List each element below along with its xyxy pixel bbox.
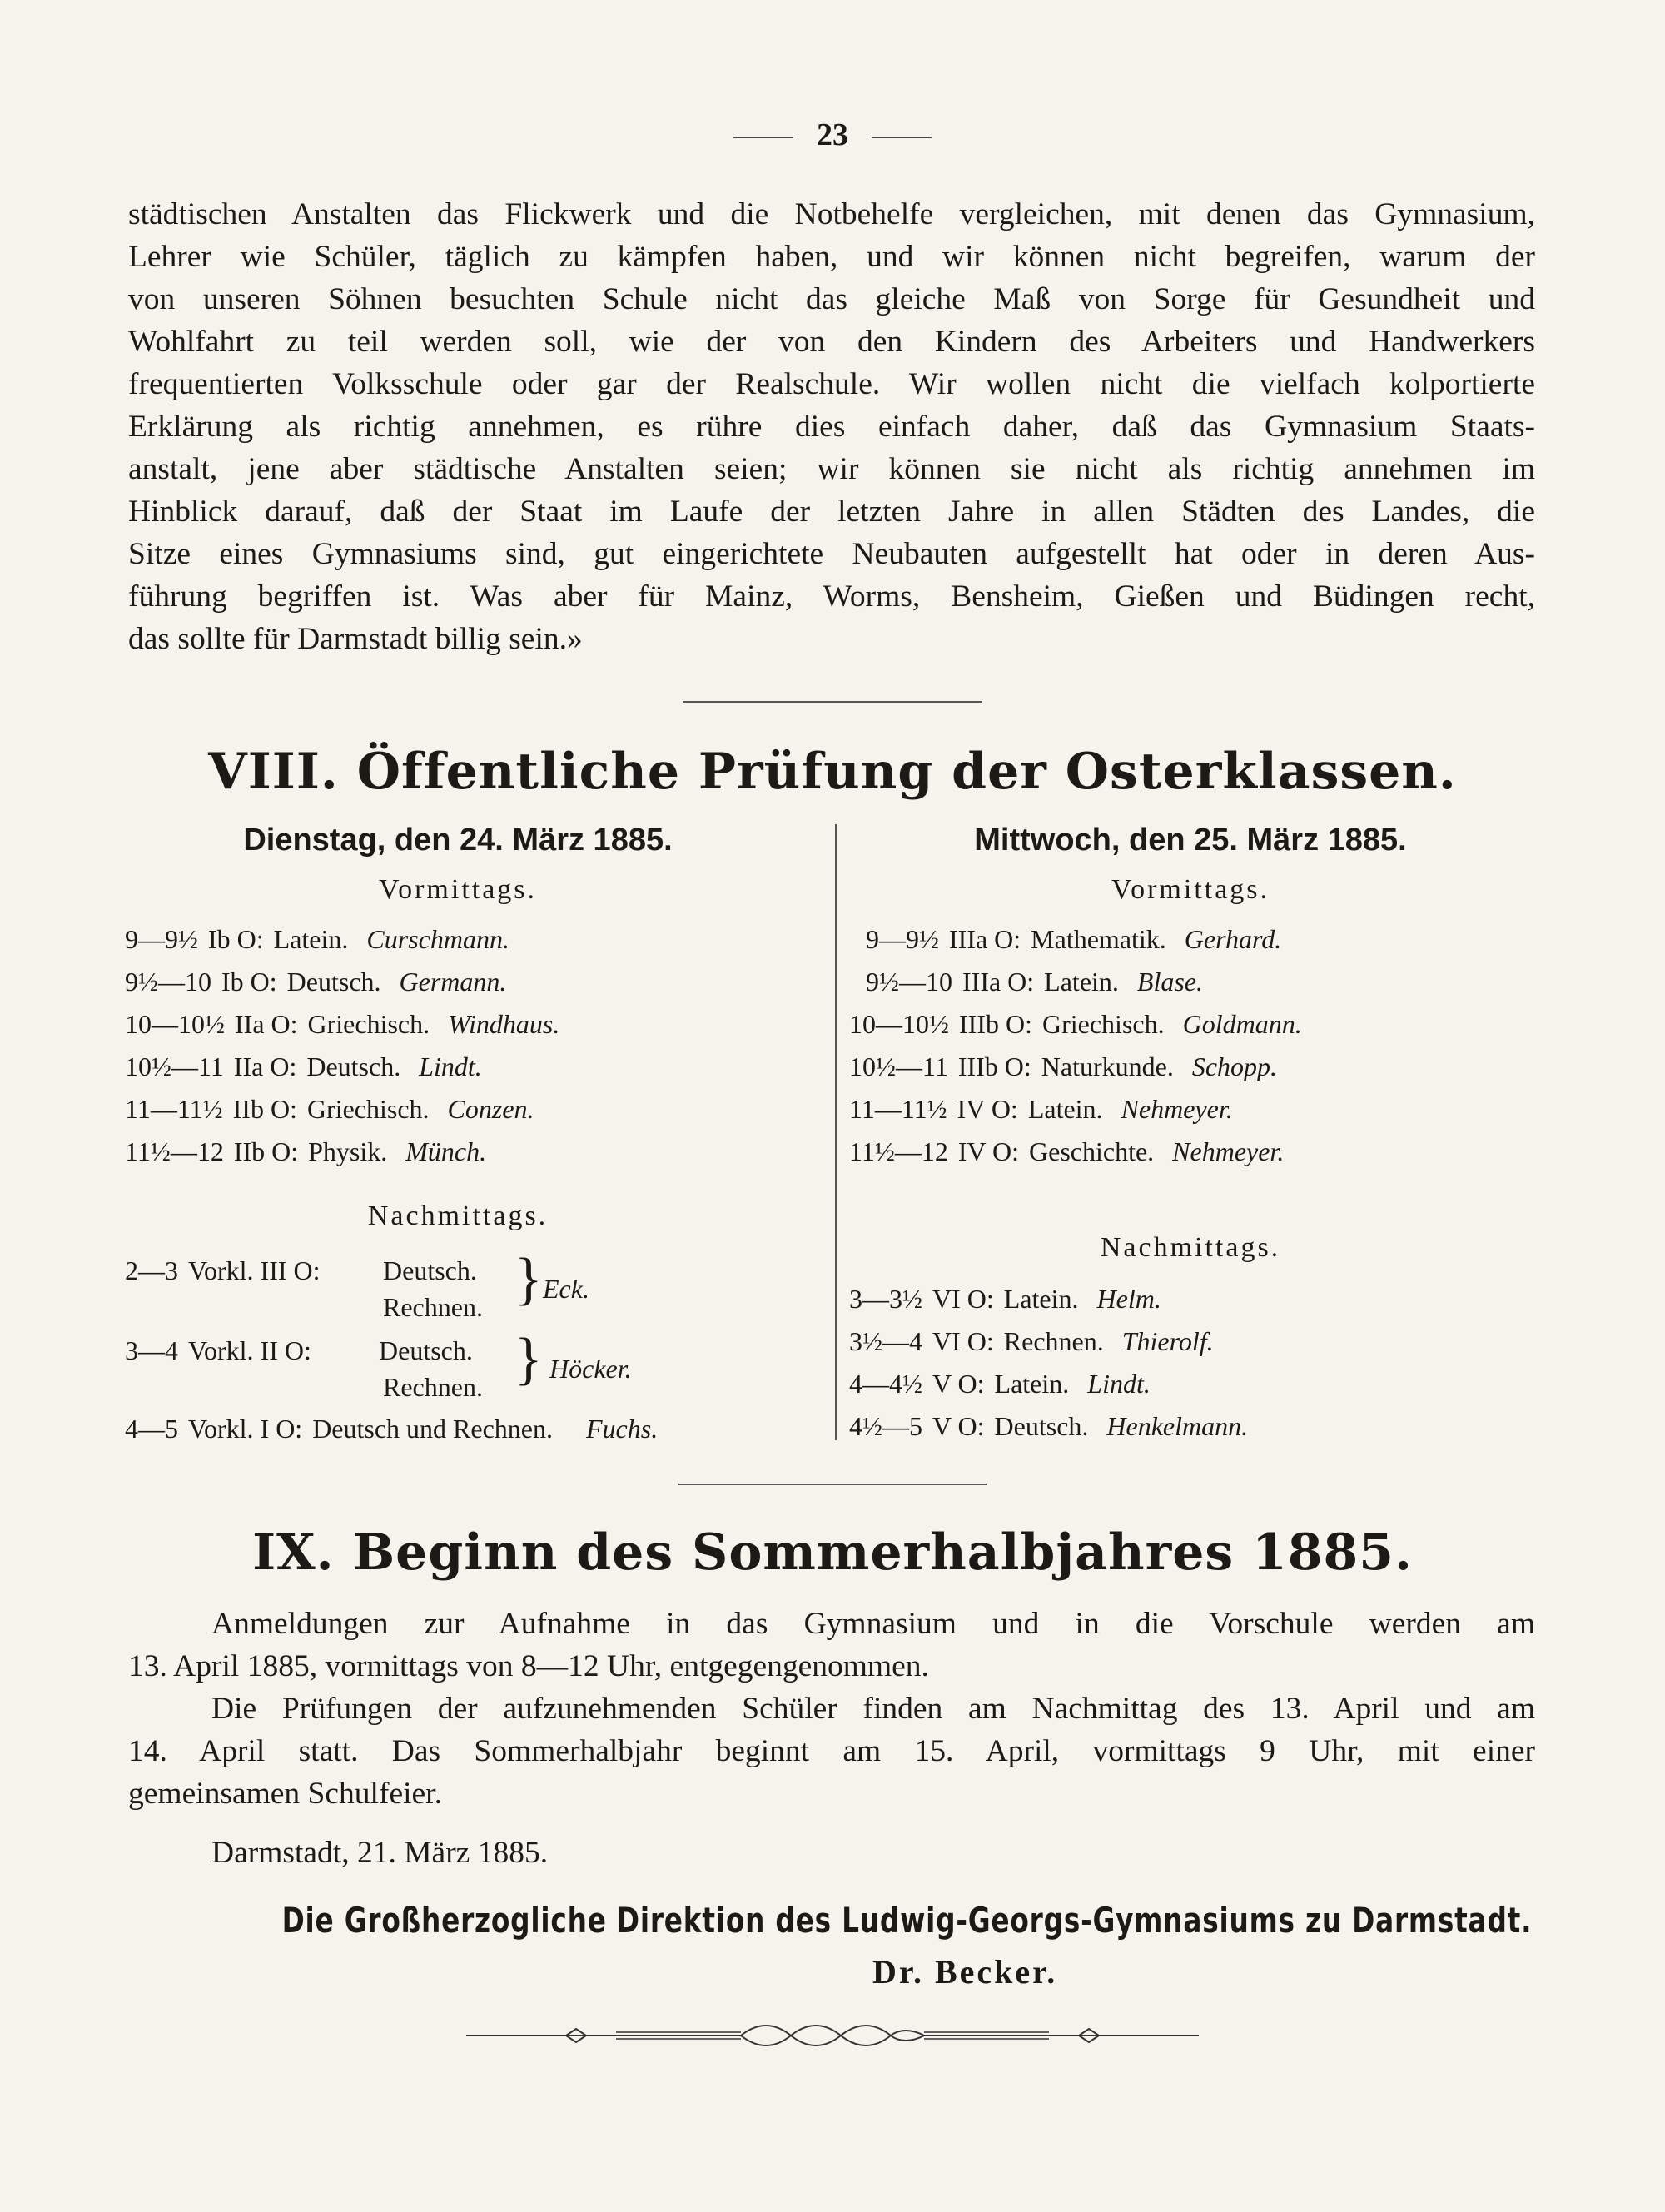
slot-subject: Latein. — [994, 1369, 1070, 1399]
slot-time: 3—3½ — [849, 1284, 922, 1314]
section9-line: Die Prüfungen der aufzunehmenden Schüler finden am Nachmittag des 13. April und am — [211, 1692, 1535, 1726]
ornamental-rule — [466, 2019, 1199, 2052]
slot-time: 4—4½ — [849, 1369, 922, 1399]
slot-class: IIb O: — [232, 1094, 297, 1124]
right-morning-row — [866, 924, 1281, 955]
intro-line: von unseren Söhnen besuchten Schule nicht das gleiche Maß von Sorge für Gesundheit und — [128, 282, 1535, 316]
left-afternoon-row — [125, 1255, 321, 1286]
slot-teacher: Münch. — [405, 1136, 487, 1166]
column-divider — [835, 824, 837, 1440]
slot-time: 10½—11 — [125, 1051, 224, 1081]
left-morning-row — [125, 967, 506, 997]
intro-line: Lehrer wie Schüler, täglich zu kämpfen haben, und wir können nicht begreifen, warum der — [128, 240, 1535, 274]
slot-time: 10½—11 — [849, 1051, 948, 1081]
slot-class: IV O: — [957, 1094, 1018, 1124]
slot-time: 11½—12 — [849, 1136, 948, 1166]
ornament-scroll — [741, 2026, 924, 2045]
intro-line: frequentierten Volksschule oder gar der Realschule. Wir wollen nicht die vielfach kolportierte — [128, 367, 1535, 401]
slot-subject: Deutsch. — [286, 967, 381, 997]
page-number-dash-right — [872, 137, 932, 138]
slot-teacher: Gerhard. — [1184, 924, 1282, 954]
slot-class: Ib O: — [221, 967, 277, 997]
slot-time: 10—10½ — [849, 1009, 949, 1039]
slot-class: Vorkl. I O: — [188, 1414, 303, 1444]
slot-time: 10—10½ — [125, 1009, 225, 1039]
intro-line: Sitze eines Gymnasiums sind, gut eingerichtete Neubauten aufgestellt hat oder in deren Aus- — [128, 537, 1535, 571]
slot-class: IIIa O: — [962, 967, 1035, 997]
slot-subject: Griechisch. — [306, 1094, 430, 1124]
slot-subject: Naturkunde. — [1041, 1051, 1174, 1081]
page-number — [0, 117, 1665, 153]
intro-line: Hinblick darauf, daß der Staat im Laufe der letzten Jahre in allen Städten des Landes, die — [128, 495, 1535, 529]
place-date-text: Darmstadt, 21. März 1885. — [211, 1836, 549, 1870]
slot-teacher: Schopp. — [1191, 1051, 1278, 1081]
intro-line: führung begriffen ist. Was aber für Mainz, Worms, Bensheim, Gießen und Büdingen recht, — [128, 579, 1535, 614]
signature-name: Dr. Becker. — [872, 1953, 1058, 1991]
left-morning-row — [125, 1136, 486, 1167]
slot-time: 9½—10 — [866, 967, 952, 997]
brace: } — [514, 1247, 543, 1311]
slot-class: Vorkl. III O: — [188, 1255, 321, 1285]
slot-time: 11½—12 — [125, 1136, 224, 1166]
slot-class: Ib O: — [208, 924, 264, 954]
page-number-dash-left — [733, 137, 793, 138]
right-date: Mittwoch, den 25. März 1885. — [974, 823, 1407, 857]
slot-teacher: Eck. — [543, 1274, 589, 1304]
right-morning-row — [866, 967, 1203, 997]
slot-time: 9—9½ — [866, 924, 939, 954]
slot-class: V O: — [932, 1411, 985, 1441]
section9-heading: IX. Beginn des Sommerhalbjahres 1885. — [252, 1524, 1413, 1582]
right-afternoon-row — [849, 1411, 1248, 1442]
slot-teacher: Curschmann. — [366, 924, 509, 954]
slot-time: 3½—4 — [849, 1326, 922, 1356]
intro-line: städtischen Anstalten das Flickwerk und die Notbehelfe vergleichen, mit denen das Gymnasium, — [128, 197, 1535, 231]
slot-time: 9½—10 — [125, 967, 211, 997]
slot-teacher: Blase. — [1136, 967, 1203, 997]
slot-class: V O: — [932, 1369, 985, 1399]
slot-time: 9—9½ — [125, 924, 198, 954]
left-afternoon-row — [125, 1414, 658, 1444]
slot-time: 3—4 — [125, 1335, 178, 1365]
right-morning-row — [849, 1009, 1302, 1040]
slot-time: 2—3 — [125, 1255, 178, 1285]
slot-subject: Geschichte. — [1029, 1136, 1155, 1166]
brace: } — [514, 1327, 543, 1391]
slot-subject: Deutsch. — [994, 1411, 1089, 1441]
left-morning-row — [125, 924, 509, 955]
slot-subject: Latein. — [1003, 1284, 1079, 1314]
section9-paragraph — [128, 1603, 1535, 1815]
slot-subject: Deutsch. — [306, 1051, 401, 1081]
slot-teacher: Höcker. — [549, 1354, 632, 1384]
slot-subject: Deutsch und Rechnen. — [312, 1414, 553, 1444]
slot-subject: Physik. — [308, 1136, 388, 1166]
slot-teacher: Henkelmann. — [1106, 1411, 1249, 1441]
slot-teacher: Lindt. — [1087, 1369, 1151, 1399]
right-afternoon-row — [849, 1326, 1214, 1357]
right-afternoon-row — [849, 1284, 1161, 1315]
slot-teacher: Helm. — [1096, 1284, 1161, 1314]
slot-subject: Griechisch. — [307, 1009, 430, 1039]
intro-line: anstalt, jene aber städtische Anstalten seien; wir können sie nicht als richtig annehmen im — [128, 452, 1535, 486]
slot-subject: Deutsch. — [379, 1335, 473, 1365]
slot-teacher: Fuchs. — [586, 1414, 659, 1444]
slot-teacher: Lindt. — [419, 1051, 482, 1081]
slot-teacher: Conzen. — [447, 1094, 534, 1124]
ornament-scroll — [741, 2026, 924, 2045]
slot-subject: Deutsch. — [383, 1255, 477, 1285]
divider-rule — [678, 1484, 987, 1485]
slot-subject: Latein. — [1027, 1094, 1103, 1124]
slot-subject: Mathematik. — [1031, 924, 1166, 954]
right-afternoon-label: Nachmittags. — [1100, 1232, 1281, 1263]
section9-line: Anmeldungen zur Aufnahme in das Gymnasium und in die Vorschule werden am — [211, 1607, 1535, 1641]
right-morning-row — [849, 1136, 1284, 1167]
intro-line: Erklärung als richtig annehmen, es rühre dies einfach daher, daß das Gymnasium Staats- — [128, 410, 1535, 444]
slot-teacher: Nehmeyer. — [1121, 1094, 1233, 1124]
left-date: Dienstag, den 24. März 1885. — [243, 823, 673, 857]
slot-teacher: Nehmeyer. — [1172, 1136, 1285, 1166]
slot-time: 11—11½ — [125, 1094, 223, 1124]
slot-class: IIb O: — [233, 1136, 299, 1166]
left-morning-row — [125, 1009, 559, 1040]
slot-class: IV O: — [957, 1136, 1019, 1166]
place-date — [211, 1832, 877, 1874]
right-morning-row — [849, 1051, 1277, 1082]
section9-line: 14. April statt. Das Sommerhalbjahr beginnt am 15. April, vormittags 9 Uhr, mit einer — [128, 1734, 1535, 1768]
slot-subject-2: Rechnen. — [383, 1292, 483, 1322]
intro-line: das sollte für Darmstadt billig sein.» — [128, 622, 583, 656]
slot-time: 11—11½ — [849, 1094, 947, 1124]
divider-rule — [683, 701, 982, 703]
page-number-text: 23 — [817, 117, 848, 152]
slot-class: VI O: — [932, 1326, 994, 1356]
slot-class: IIIb O: — [959, 1009, 1032, 1039]
intro-paragraph — [128, 193, 1535, 660]
slot-class: IIIa O: — [949, 924, 1021, 954]
slot-class: VI O: — [932, 1284, 994, 1314]
left-afternoon-label: Nachmittags. — [367, 1200, 549, 1231]
slot-subject: Rechnen. — [1003, 1326, 1104, 1356]
left-morning-label: Vormittags. — [378, 874, 538, 905]
left-morning-row — [125, 1094, 534, 1125]
right-morning-row — [849, 1094, 1233, 1125]
slot-class: Vorkl. II O: — [188, 1335, 311, 1365]
signature-body: Die Großherzogliche Direktion des Ludwig-Georgs-Gymnasiums zu Darmstadt. — [281, 1900, 1532, 1941]
slot-subject: Latein. — [1044, 967, 1119, 997]
slot-teacher: Thierolf. — [1121, 1326, 1214, 1356]
slot-subject: Latein. — [273, 924, 349, 954]
slot-class: IIa O: — [235, 1009, 298, 1039]
slot-teacher: Germann. — [399, 967, 507, 997]
slot-subject: Griechisch. — [1041, 1009, 1165, 1039]
slot-teacher: Windhaus. — [448, 1009, 560, 1039]
left-morning-row — [125, 1051, 482, 1082]
right-morning-label: Vormittags. — [1111, 874, 1270, 905]
slot-time: 4½—5 — [849, 1411, 922, 1441]
slot-class: IIIb O: — [957, 1051, 1031, 1081]
slot-subject-2: Rechnen. — [383, 1372, 483, 1402]
intro-line: Wohlfahrt zu teil werden soll, wie der von den Kindern des Arbeiters und Handwerkers — [128, 325, 1535, 359]
right-afternoon-row — [849, 1369, 1151, 1399]
section9-line: 13. April 1885, vormittags von 8—12 Uhr, entgegengenommen. — [128, 1649, 929, 1683]
slot-teacher: Goldmann. — [1182, 1009, 1302, 1039]
slot-class: IIa O: — [233, 1051, 297, 1081]
section8-heading: VIII. Öffentliche Prüfung der Osterklassen. — [208, 743, 1457, 801]
section9-line: gemeinsamen Schulfeier. — [128, 1777, 442, 1811]
slot-time: 4—5 — [125, 1414, 178, 1444]
left-afternoon-row — [125, 1335, 311, 1366]
